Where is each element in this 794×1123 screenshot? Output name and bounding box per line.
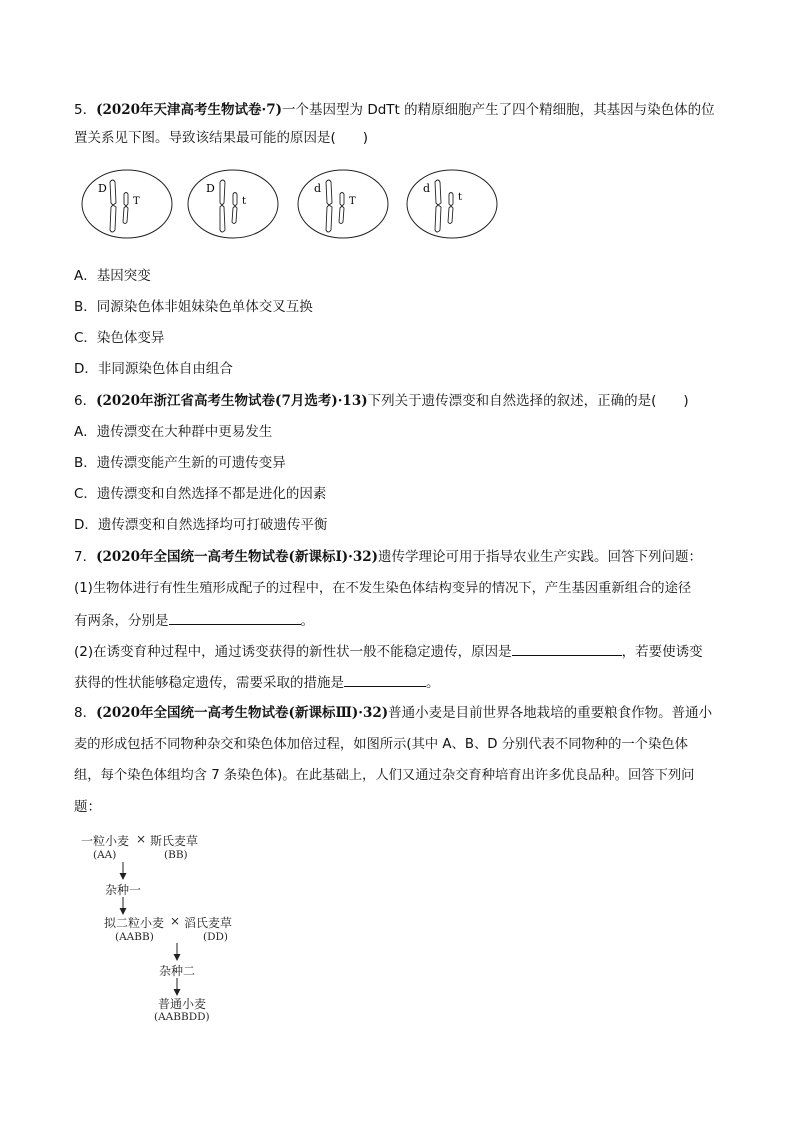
arrow-down-icon [172,943,182,961]
q7-part2-text-2: 获得的性状能够稳定遗传，需要采取的措施是 [74,675,344,691]
cell-3-big-gene: d [314,182,322,195]
q5-number: 5． [74,102,97,118]
arrow-down-icon [118,897,128,915]
genome-aabbdd: (AABBDD) [154,1011,210,1023]
q8-stem-line-4: 题： [74,799,101,815]
arrow-down-icon [118,862,128,880]
hybrid-two: 杂种二 [159,964,196,978]
parent-einkorn-wheat: 一粒小麦 [81,834,130,848]
cell-2-small-gene: t [242,196,247,207]
q6-option-d[interactable]: D．遗传漂变和自然选择均可打破遗传平衡 [74,517,328,533]
cell-2-big-gene: D [206,182,215,195]
q8-stem-line-3: 组，每个染色体组均含 7 条染色体)。在此基础上，人们又通过杂交育种培育出许多优良品种。回答下列问 [74,768,695,783]
q8-stem-line-2: 麦的形成包括不同物种杂交和染色体加倍过程，如图所示(其中 A、B、D 分别代表不同物种的一个染色体 [74,737,688,752]
cell-4-small-gene: t [458,192,463,203]
cross-symbol-1: × [136,832,147,846]
cell-1-small-gene: T [133,196,140,207]
q6-option-b[interactable]: B．遗传漂变能产生新的可遗传变异 [74,455,286,471]
q5-source: (2020年天津高考生物试卷·7) [96,102,283,118]
q7-part1-line1: (1)生物体进行有性生殖形成配子的过程中，在不发生染色体结构变异的情况下，产生基因重新组合的途径 [74,581,692,596]
arrow-down-icon [172,978,182,996]
q7-part2-end: 。 [426,675,440,691]
q7-part1-end: 。 [300,613,314,629]
q7-part2-text: (2)在诱变育种过程中，通过诱变获得的新性状一般不能稳定遗传，原因是 [74,644,512,660]
q5-stem-1: 一个基因型为 DdTt 的精原细胞产生了四个精细胞，其基因与染色体的位 [282,102,715,118]
q6-option-c[interactable]: C．遗传漂变和自然选择不都是进化的因素 [74,486,327,502]
q7-part2-mid: ，若要使诱变 [621,644,703,660]
cross-symbol-2: × [170,914,181,928]
q5-option-b[interactable]: B．同源染色体非姐妹染色单体交叉互换 [74,299,313,315]
q6-stem-text: 下列关于遗传漂变和自然选择的叙述，正确的是( ) [367,393,689,409]
genome-bb: (BB) [164,849,188,861]
q7-part1-text: 有两条，分别是 [74,613,169,629]
parent-wild-emmer: 拟二粒小麦 [104,916,165,930]
genome-aa: (AA) [93,849,117,861]
q6-number: 6． [74,393,97,409]
cell-4-big-gene: d [423,182,431,195]
parent-tauschii-grass: 滔氏麦草 [184,916,233,930]
cell-3-small-gene: T [349,196,356,207]
genome-dd: (DD) [203,931,229,943]
q8-stem-1: 普通小麦是目前世界各地栽培的重要粮食作物。普通小 [388,705,713,721]
q7-number: 7． [74,549,97,565]
q8-source: (2020年全国统一高考生物试卷(新课标Ⅲ)·32) [96,705,389,721]
q5-option-d[interactable]: D．非同源染色体自由组合 [74,361,233,377]
cell-1-big-gene: D [98,182,107,195]
common-wheat: 普通小麦 [158,997,207,1011]
q6-source: (2020年浙江省高考生物试卷(7月选考)·13) [96,393,368,409]
q8-number: 8． [74,705,97,721]
q5-option-c[interactable]: C．染色体变异 [74,330,165,346]
q7-source: (2020年全国统一高考生物试卷(新课标Ⅰ)·32) [96,549,379,565]
hybrid-one: 杂种一 [105,883,142,897]
parent-speltoides-grass: 斯氏麦草 [150,834,199,848]
q6-option-a[interactable]: A．遗传漂变在大种群中更易发生 [74,424,273,440]
q5-stem-line-2: 置关系见下图。导致该结果最可能的原因是( ) [74,130,369,146]
genome-aabb: (AABB) [115,931,154,943]
q5-option-a[interactable]: A．基因突变 [74,268,151,284]
q7-stem-text: 遗传学理论可用于指导农业生产实践。回答下列问题： [378,549,703,565]
